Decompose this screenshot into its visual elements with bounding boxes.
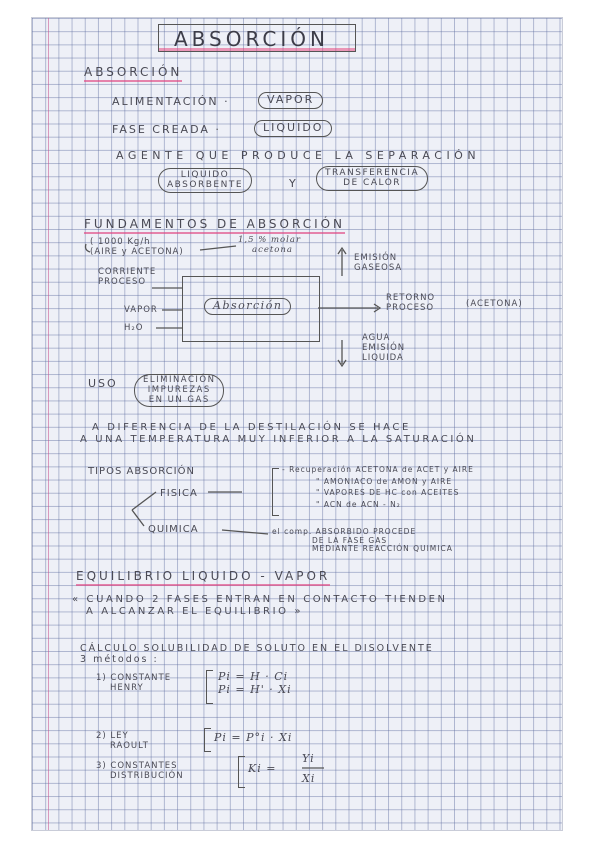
agente-text: AGENTE QUE PRODUCE LA SEPARACIÓN — [116, 149, 481, 162]
diferencia-text: A DIFERENCIA DE LA DESTILACIÓN SE HACE A UNA TEMPERATURA MUY INFERIOR A LA SATURACIÓN — [80, 422, 477, 445]
metodo-raoult-label: 2) LEY RAOULT — [96, 731, 149, 751]
agua-arrowhead — [338, 360, 346, 366]
metodo-henry-label: 1) CONSTANTE HENRY — [96, 673, 172, 693]
vapor-inlet-label: VAPOR — [124, 305, 158, 315]
henry-equations: Pi = H · Ci Pi = H' · Xi — [218, 670, 292, 696]
alimentacion-label: ALIMENTACIÓN · — [112, 95, 230, 108]
metodo-distribucion-label: 3) CONSTANTES DISTRIBUCIÓN — [96, 761, 184, 781]
corriente-proceso-label: CORRIENTE PROCESO — [98, 267, 157, 287]
agente-pill-transferencia: TRANSFERENCIA DE CALOR — [316, 166, 428, 191]
raoult-equation: Pi = P°i · Xi — [214, 731, 293, 744]
fisica-bracket — [272, 468, 279, 516]
agente-y: Y — [289, 177, 298, 190]
tipos-branch-down — [132, 510, 144, 526]
alimentacion-value: VAPOR — [258, 92, 323, 109]
quimica-arrow — [222, 530, 268, 534]
fase-label: FASE CREADA · — [112, 123, 221, 136]
absorption-unit-label: Absorción — [204, 298, 291, 315]
emision-gaseosa-label: EMISIÓN GASEOSA — [354, 253, 403, 273]
retorno-proceso-label: RETORNO PROCESO — [386, 293, 436, 313]
h2o-inlet-label: H₂O — [124, 323, 144, 333]
equilibrio-quote: « CUANDO 2 FASES ENTRAN EN CONTACTO TIENDEN A ALCANZAR EL EQUILIBRIO » — [72, 594, 448, 617]
feed-concentration: 1,5 % molar acetona — [238, 235, 302, 255]
section-heading-absorcion: ABSORCIÓN — [84, 66, 182, 80]
page-title: ABSORCIÓN — [174, 27, 329, 51]
distribucion-bracket — [238, 756, 245, 788]
henry-bracket — [206, 670, 213, 704]
fisica-items: - Recuperación ACETONA de ACET y AIRE " AMONIACO de AMON y AIRE " VAPORES DE HC con ACEITES " ACN de ACN - N₂ — [282, 465, 474, 509]
quimica-label: QUIMICA — [148, 524, 199, 535]
agente-pill-liquido: LIQUIDO ABSORBENTE — [158, 168, 252, 193]
distribucion-eq-left: Ki = — [248, 762, 277, 775]
emision-arrowhead — [338, 248, 346, 254]
section-heading-fundamentos: FUNDAMENTOS DE ABSORCIÓN — [84, 218, 345, 232]
distribucion-eq-numerator: Yi — [302, 752, 315, 765]
feed-conc-pointer — [200, 246, 236, 250]
section-heading-equilibrio: EQUILIBRIO LIQUIDO - VAPOR — [76, 570, 330, 584]
notebook-page — [32, 18, 562, 830]
retorno-arrowhead — [374, 304, 380, 312]
quimica-note: el comp. ABSORBIDO PROCEDE DE LA FASE GAS MEDIANTE REACCIÓN QUIMICA — [272, 527, 453, 554]
fisica-label: FISICA — [160, 488, 198, 499]
feed-note: ( 1000 Kg/h (AIRE y ACETONA) — [90, 237, 184, 257]
uso-pill: ELIMINACIÓN IMPUREZAS EN UN GAS — [134, 374, 224, 407]
distribucion-eq-denominator: Xi — [302, 772, 316, 785]
uso-label: USO — [88, 377, 118, 390]
raoult-bracket — [204, 728, 211, 752]
retorno-note: (ACETONA) — [466, 299, 523, 309]
margin-line — [48, 18, 49, 830]
fase-value: LIQUIDO — [254, 120, 332, 137]
tipos-branch-up — [132, 492, 156, 510]
tipos-absorcion-label: TIPOS ABSORCIÓN — [88, 466, 195, 477]
calculo-text: CÁLCULO SOLUBILIDAD DE SOLUTO EN EL DISOLVENTE 3 métodos : — [80, 643, 434, 665]
agua-emision-liquida-label: AGUA EMISIÓN LIQUIDA — [362, 333, 406, 363]
